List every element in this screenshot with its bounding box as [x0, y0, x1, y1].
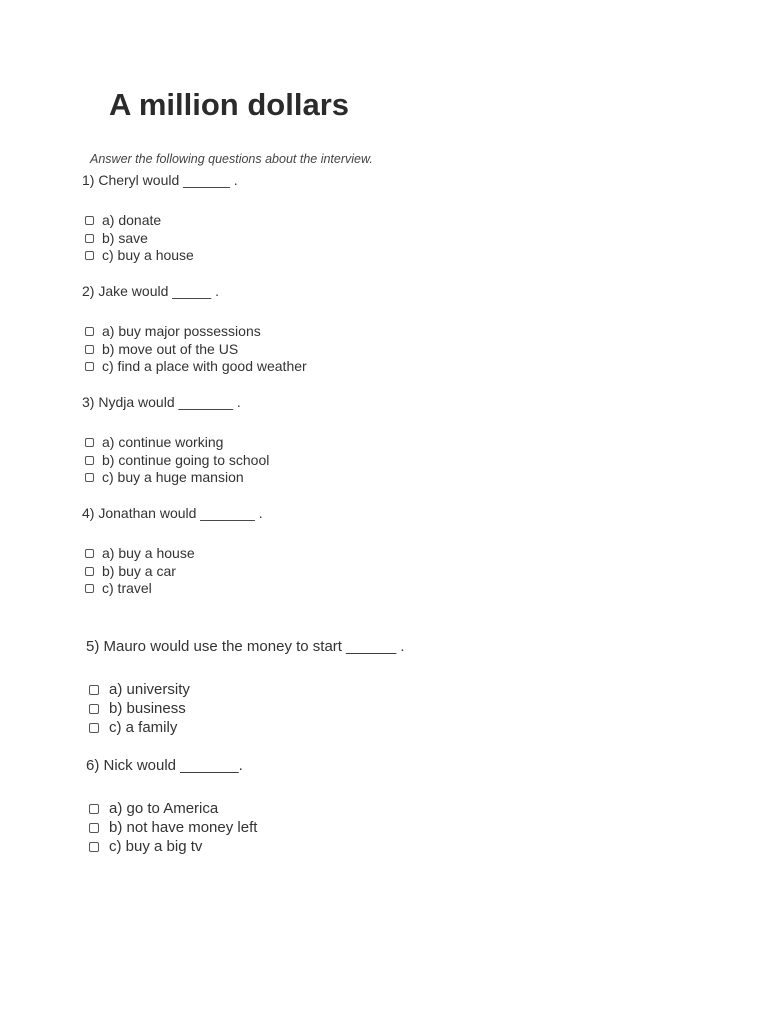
option-label: b) move out of the US	[102, 341, 239, 357]
checkbox-icon[interactable]	[89, 704, 99, 714]
option-q5-c[interactable]	[89, 720, 177, 735]
checkbox-icon[interactable]	[85, 456, 94, 465]
option-q2-b[interactable]	[85, 342, 238, 356]
option-label: c) buy a huge mansion	[102, 469, 244, 485]
option-q4-a[interactable]	[85, 546, 195, 560]
option-label: a) go to America	[109, 800, 219, 817]
option-label: b) continue going to school	[102, 452, 270, 468]
checkbox-icon[interactable]	[85, 251, 94, 260]
checkbox-icon[interactable]	[89, 842, 99, 852]
option-label: c) buy a big tv	[109, 838, 203, 855]
option-label: a) buy major possessions	[102, 323, 261, 339]
checkbox-icon[interactable]	[85, 438, 94, 447]
checkbox-icon[interactable]	[85, 216, 94, 225]
option-q5-a[interactable]	[89, 682, 190, 697]
option-label: a) donate	[102, 212, 162, 228]
option-label: b) not have money left	[109, 819, 258, 836]
question-2: 2) Jake would _____ .	[82, 283, 219, 299]
page-title: A million dollars	[109, 87, 349, 122]
option-label: b) save	[102, 230, 148, 246]
checkbox-icon[interactable]	[85, 584, 94, 593]
instructions: Answer the following questions about the interview.	[90, 152, 373, 166]
checkbox-icon[interactable]	[85, 234, 94, 243]
checkbox-icon[interactable]	[89, 723, 99, 733]
option-label: a) university	[109, 681, 190, 698]
option-label: c) buy a house	[102, 247, 194, 263]
checkbox-icon[interactable]	[85, 473, 94, 482]
checkbox-icon[interactable]	[85, 345, 94, 354]
option-q1-b[interactable]	[85, 231, 148, 245]
option-q4-b[interactable]	[85, 564, 176, 578]
checkbox-icon[interactable]	[89, 823, 99, 833]
option-q2-c[interactable]	[85, 359, 307, 373]
option-q5-b[interactable]	[89, 701, 186, 716]
option-q1-a[interactable]	[85, 213, 161, 227]
option-label: a) buy a house	[102, 545, 195, 561]
option-label: c) travel	[102, 580, 152, 596]
option-label: c) find a place with good weather	[102, 358, 307, 374]
option-q2-a[interactable]	[85, 324, 261, 338]
option-label: c) a family	[109, 719, 178, 736]
checkbox-icon[interactable]	[89, 685, 99, 695]
option-q6-a[interactable]	[89, 801, 218, 816]
question-4: 4) Jonathan would _______ .	[82, 505, 263, 521]
option-q6-c[interactable]	[89, 839, 202, 854]
option-q3-a[interactable]	[85, 435, 223, 449]
checkbox-icon[interactable]	[85, 362, 94, 371]
checkbox-icon[interactable]	[85, 549, 94, 558]
option-label: b) business	[109, 700, 186, 717]
option-q6-b[interactable]	[89, 820, 257, 835]
question-3: 3) Nydja would _______ .	[82, 394, 241, 410]
checkbox-icon[interactable]	[89, 804, 99, 814]
option-q1-c[interactable]	[85, 248, 194, 262]
option-label: b) buy a car	[102, 563, 176, 579]
checkbox-icon[interactable]	[85, 567, 94, 576]
question-1: 1) Cheryl would ______ .	[82, 172, 238, 188]
question-5: 5) Mauro would use the money to start ______ .	[86, 638, 405, 655]
option-q3-b[interactable]	[85, 453, 269, 467]
checkbox-icon[interactable]	[85, 327, 94, 336]
option-q3-c[interactable]	[85, 470, 244, 484]
option-label: a) continue working	[102, 434, 224, 450]
question-6: 6) Nick would _______.	[86, 757, 243, 774]
option-q4-c[interactable]	[85, 581, 152, 595]
